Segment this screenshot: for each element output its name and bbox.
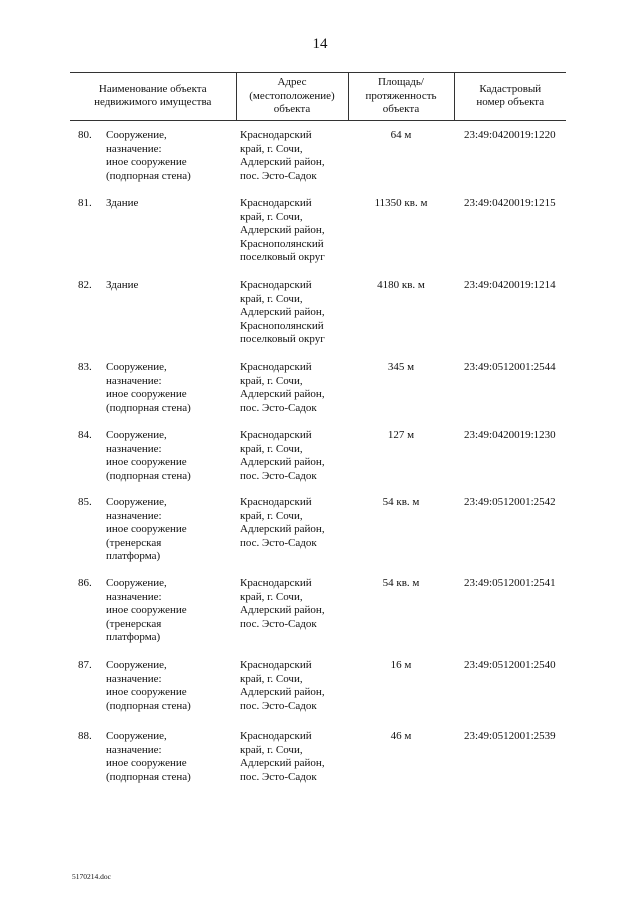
page-number: 14 (312, 36, 328, 52)
row-area: 16 м (390, 659, 412, 671)
row-number: 85. (78, 496, 92, 508)
row-number: 84. (78, 429, 92, 441)
row-name: Здание (106, 197, 139, 209)
row-cadastral: 23:49:0512001:2544 (464, 361, 556, 373)
row-area: 54 кв. м (382, 496, 420, 508)
row-cadastral: 23:49:0512001:2542 (464, 496, 556, 508)
footer-filename: 5170214.doc (72, 872, 111, 881)
row-address: Краснодарский край, г. Сочи, Адлерский район, пос. Эсто-Садок (240, 577, 325, 630)
row-cadastral: 23:49:0420019:1220 (464, 129, 556, 141)
row-number: 86. (78, 577, 92, 589)
row-address: Краснодарский край, г. Сочи, Адлерский район, пос. Эсто-Садок (240, 361, 325, 414)
row-area: 4180 кв. м (377, 279, 425, 291)
row-area: 46 м (390, 730, 412, 742)
row-name: Здание (106, 279, 139, 291)
row-address: Краснодарский край, г. Сочи, Адлерский район, Краснополянский поселковый округ (240, 197, 325, 264)
row-cadastral: 23:49:0420019:1230 (464, 429, 556, 441)
row-area: 127 м (387, 429, 415, 441)
row-name: Сооружение, назначение: иное сооружение (тренерская платформа) (106, 577, 187, 644)
table-row (70, 120, 566, 183)
row-address: Краснодарский край, г. Сочи, Адлерский район, пос. Эсто-Садок (240, 129, 325, 182)
row-number: 87. (78, 659, 92, 671)
row-cadastral: 23:49:0512001:2540 (464, 659, 556, 671)
table-row (70, 183, 566, 265)
row-area: 11350 кв. м (374, 197, 428, 209)
row-address: Краснодарский край, г. Сочи, Адлерский район, пос. Эсто-Садок (240, 659, 325, 712)
table-row (70, 645, 566, 713)
row-number: 88. (78, 730, 92, 742)
row-name: Сооружение, назначение: иное сооружение (подпорная стена) (106, 361, 191, 414)
row-address: Краснодарский край, г. Сочи, Адлерский район, пос. Эсто-Садок (240, 730, 325, 783)
row-area: 54 кв. м (382, 577, 420, 589)
row-number: 81. (78, 197, 92, 209)
table-row (70, 713, 566, 784)
header-address: Адрес (местоположение) объекта (236, 73, 348, 121)
row-number: 80. (78, 129, 92, 141)
row-area: 64 м (390, 129, 412, 141)
table-row (70, 483, 566, 564)
table-row (70, 265, 566, 347)
table-row (70, 347, 566, 415)
row-number: 82. (78, 279, 92, 291)
row-name: Сооружение, назначение: иное сооружение (подпорная стена) (106, 129, 191, 182)
property-table (70, 72, 566, 784)
row-cadastral: 23:49:0420019:1215 (464, 197, 556, 209)
row-name: Сооружение, назначение: иное сооружение (подпорная стена) (106, 659, 191, 712)
table-header (70, 73, 566, 121)
row-name: Сооружение, назначение: иное сооружение (тренерская платформа) (106, 496, 187, 563)
header-name: Наименование объекта недвижимого имущества (94, 82, 212, 109)
row-name: Сооружение, назначение: иное сооружение (подпорная стена) (106, 730, 191, 783)
table-body (70, 120, 566, 784)
row-address: Краснодарский край, г. Сочи, Адлерский район, пос. Эсто-Садок (240, 429, 325, 482)
row-cadastral: 23:49:0512001:2539 (464, 730, 556, 742)
row-name: Сооружение, назначение: иное сооружение (подпорная стена) (106, 429, 191, 482)
header-area: Площадь/ протяженность объекта (348, 73, 454, 121)
row-address: Краснодарский край, г. Сочи, Адлерский район, Краснополянский поселковый округ (240, 279, 325, 346)
table-row (70, 564, 566, 645)
header-cadastral: Кадастровый номер объекта (454, 73, 566, 121)
row-cadastral: 23:49:0512001:2541 (464, 577, 556, 589)
row-address: Краснодарский край, г. Сочи, Адлерский район, пос. Эсто-Садок (240, 496, 325, 549)
row-area: 345 м (387, 361, 415, 373)
table-row (70, 415, 566, 483)
row-number: 83. (78, 361, 92, 373)
row-cadastral: 23:49:0420019:1214 (464, 279, 556, 291)
